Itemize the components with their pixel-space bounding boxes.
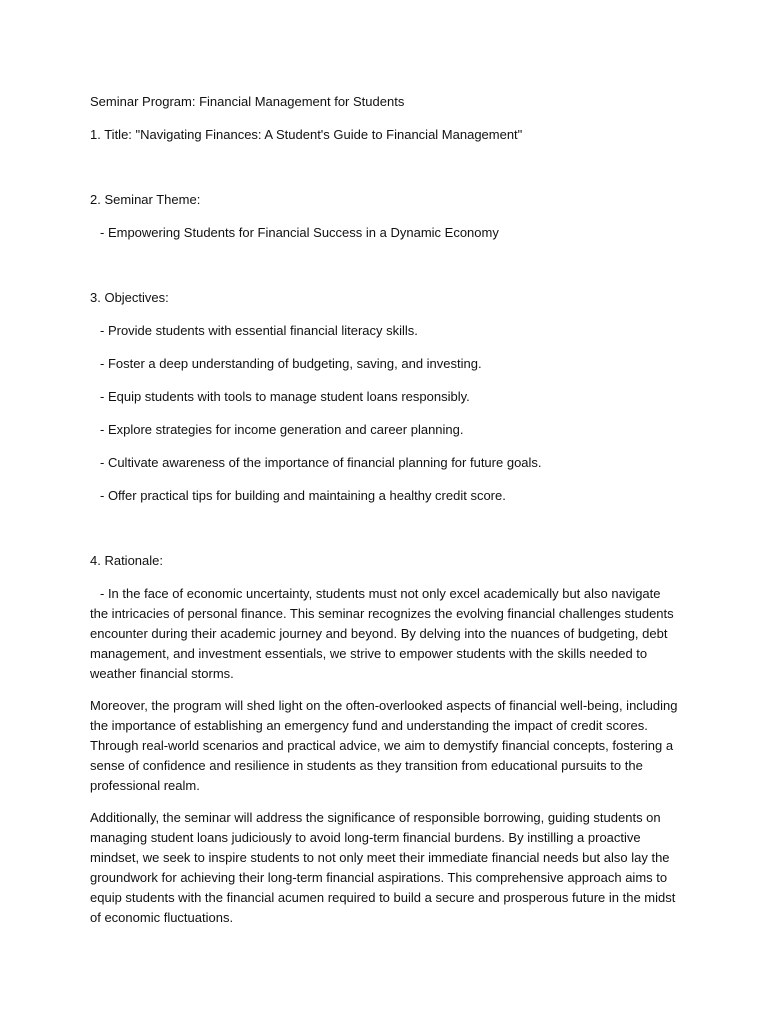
document-body <box>90 92 680 940</box>
rationale-paragraph: Additionally, the seminar will address the significance of responsible borrowing, guiding students on managing student loans judiciously to avoid long-term financial burdens. By instilling a proactive mindset, we seek to inspire students to not only meet their immediate financial needs but also lay the groundwork for achieving their long-term financial aspirations. This comprehensive approach aims to equip students with the financial acumen required to build a secure and prosperous future in the midst of economic fluctuations. <box>90 810 676 925</box>
rationale-paragraph: - In the face of economic uncertainty, students must not only excel academically but also navigate the intricacies of personal finance. This seminar recognizes the evolving financial challenges students encounter during their academic journey and beyond. By delving into the nuances of budgeting, debt management, and investment essentials, we strive to empower students with the skills needed to weather financial storms. <box>90 586 674 681</box>
program-header: Seminar Program: Financial Management for Students <box>90 94 405 109</box>
theme-heading: 2. Seminar Theme: <box>90 192 201 207</box>
rationale-paragraph: Moreover, the program will shed light on the often-overlooked aspects of financial well-being, including the importance of establishing an emergency fund and understanding the impact of credit scores. Through real-world scenarios and practical advice, we aim to demystify financial concepts, fostering a sense of confidence and resilience in students as they transition from educational pursuits to the professional realm. <box>90 698 678 793</box>
objective-item: - Cultivate awareness of the importance of financial planning for future goals. <box>100 455 542 470</box>
objective-item: - Foster a deep understanding of budgeting, saving, and investing. <box>100 356 482 371</box>
objective-item: - Offer practical tips for building and maintaining a healthy credit score. <box>100 488 506 503</box>
objective-item: - Provide students with essential financial literacy skills. <box>100 323 418 338</box>
theme-item: - Empowering Students for Financial Success in a Dynamic Economy <box>100 225 499 240</box>
objective-item: - Explore strategies for income generation and career planning. <box>100 422 464 437</box>
objective-item: - Equip students with tools to manage student loans responsibly. <box>100 389 470 404</box>
objectives-heading: 3. Objectives: <box>90 290 169 305</box>
rationale-heading: 4. Rationale: <box>90 553 163 568</box>
seminar-title: 1. Title: "Navigating Finances: A Student's Guide to Financial Management" <box>90 127 523 142</box>
